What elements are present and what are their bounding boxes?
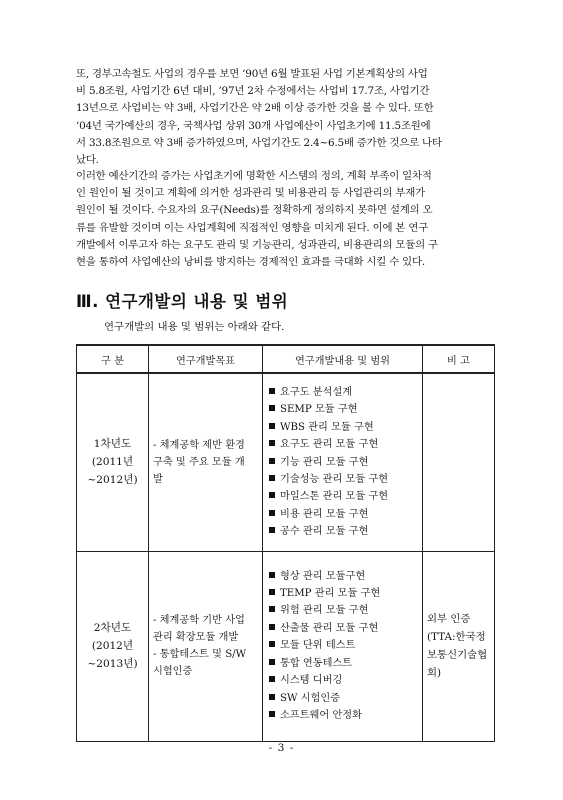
text-line: ‘04년 국가예산의 경우, 국책사업 상위 30개 사업예산이 사업초기에 11.5조원에: [76, 119, 431, 132]
remarks-line: (TTA:한국정: [427, 631, 486, 643]
header-remarks: 비 고: [423, 345, 495, 373]
item-text: SEMP 모듈 구현: [280, 404, 358, 416]
list-item: [269, 568, 422, 585]
list-item: [269, 506, 422, 523]
rnd-scope-table: [76, 344, 495, 742]
list-item: [269, 690, 422, 707]
section-heading: Ⅲ. 연구개발의 내용 및 범위: [76, 292, 289, 311]
text-line: 인 원인이 될 것이고 계획에 의거한 성과관리 및 비용관리 등 사업관리의 부재가: [76, 187, 425, 200]
square-bullet-icon: [269, 606, 275, 612]
item-text: WBS 관리 모듈 구현: [280, 421, 374, 433]
list-item: [269, 436, 422, 453]
item-text: 요구도 분석설계: [280, 386, 353, 398]
square-bullet-icon: [269, 589, 275, 595]
text-line: 류를 유발할 것이며 이는 사업계획에 직접적인 영향을 미치게 된다. 이에 본 연구: [76, 221, 429, 234]
goal-line: 구축 및 주요 모듈 개: [153, 456, 245, 468]
table-header-row: [77, 345, 495, 373]
list-item: [269, 620, 422, 637]
square-bullet-icon: [269, 423, 275, 429]
list-item: [269, 384, 422, 401]
remarks-line: 회): [427, 667, 442, 679]
period-start: (2012년: [91, 640, 134, 652]
list-item: [269, 488, 422, 505]
remarks-line: 외부 인증: [427, 613, 471, 625]
goal-line: - 체계공학 기반 사업: [153, 615, 245, 626]
text-line: 13년으로 사업비는 약 3배, 사업기간은 약 2배 이상 증가한 것을 볼 수 있다. 또한: [76, 102, 434, 115]
remarks-cell: [423, 373, 495, 551]
table-row: [77, 551, 495, 741]
item-text: 소프트웨어 안정화: [280, 709, 362, 721]
square-bullet-icon: [269, 694, 275, 700]
period-label: 2차년도: [93, 622, 132, 634]
period-end: ~2013년): [87, 658, 138, 670]
item-text: 시스템 디버깅: [280, 675, 343, 687]
item-text: 요구도 관리 모듈 구현: [280, 439, 379, 451]
goal-line: 관리 확장모듈 개발: [153, 632, 239, 643]
list-item: [269, 401, 422, 418]
text-line: 개발에서 이루고자 하는 요구도 관리 및 기능관리, 성과관리, 비용관리의 모듈의 구: [76, 238, 438, 251]
list-item: [269, 637, 422, 654]
item-text: SW 시험인증: [280, 692, 341, 704]
list-item: [269, 454, 422, 471]
item-text: 마일스톤 관리 모듈 구현: [280, 491, 389, 503]
list-item: [269, 523, 422, 540]
square-bullet-icon: [269, 641, 275, 647]
content-list: [263, 384, 422, 541]
text-line: 이러한 예산기간의 증가는 사업초기에 명확한 시스템의 정의, 계획 부족이 일차적: [76, 170, 432, 182]
content-cell: [263, 551, 423, 741]
header-division: 구 분: [77, 345, 149, 373]
item-text: TEMP 관리 모듈 구현: [280, 588, 381, 600]
period-cell: [77, 373, 149, 551]
table-row: [77, 373, 495, 551]
list-item: [269, 471, 422, 488]
square-bullet-icon: [269, 659, 275, 665]
period-cell: [77, 551, 149, 741]
paragraph-budget-increase: [76, 66, 496, 169]
section-intro: 연구개발의 내용 및 범위는 아래와 같다.: [104, 321, 285, 333]
content-cell: [263, 373, 423, 551]
goal-line: 발: [153, 473, 163, 485]
content-list: [263, 568, 422, 725]
item-text: 기술성능 관리 모듈 구현: [280, 473, 389, 485]
list-item: [269, 672, 422, 689]
goal-line: 시험인증: [153, 666, 193, 677]
list-item: [269, 585, 422, 602]
text-line: 서 33.8조원으로 약 3배 증가하였으며, 사업기간도 2.4~6.5배 증가한 것으로 나타: [76, 136, 442, 149]
square-bullet-icon: [269, 711, 275, 717]
list-item: [269, 419, 422, 436]
period-start: (2011년: [91, 456, 134, 469]
remarks-line: 보통신기술협: [427, 649, 488, 661]
period-end: ~2012년): [87, 474, 138, 487]
square-bullet-icon: [269, 572, 275, 578]
text-line: 또, 경부고속철도 사업의 경우를 보면 ‘90년 6월 발표된 사업 기본계획상의 사업: [76, 68, 428, 80]
item-text: 모듈 단위 테스트: [280, 640, 356, 652]
header-content: 연구개발내용 및 범위: [263, 345, 423, 373]
goal-cell: [149, 373, 263, 551]
item-text: 기능 관리 모듈 구현: [280, 456, 369, 468]
square-bullet-icon: [269, 624, 275, 630]
text-line: 비 5.8조원, 사업기간 6년 대비, ’97년 2차 수정에서는 사업비 17.7조, 사업기간: [76, 85, 430, 98]
list-item: [269, 602, 422, 619]
list-item: [269, 655, 422, 672]
paragraph-cause-analysis: [76, 168, 496, 271]
goal-line: - 통합테스트 및 S/W: [153, 649, 247, 660]
item-text: 산출물 관리 모듈 구현: [280, 622, 379, 634]
square-bullet-icon: [269, 527, 275, 533]
remarks-cell: [423, 551, 495, 741]
item-text: 비용 관리 모듈 구현: [280, 508, 369, 520]
page-number: - 3 -: [268, 742, 295, 754]
square-bullet-icon: [269, 492, 275, 498]
period-label: 1차년도: [93, 438, 132, 451]
text-line: 원인이 될 것이다. 수요자의 요구(Needs)를 정확하게 정의하지 못하면 설계의 오: [76, 204, 433, 217]
item-text: 위험 관리 모듈 구현: [280, 605, 369, 617]
goal-line: - 체계공학 제반 환경: [153, 439, 245, 451]
square-bullet-icon: [269, 458, 275, 464]
goal-cell: [149, 551, 263, 741]
item-text: 공수 관리 모듈 구현: [280, 526, 369, 538]
square-bullet-icon: [269, 405, 275, 411]
item-text: 형상 관리 모듈구현: [280, 570, 366, 582]
square-bullet-icon: [269, 475, 275, 481]
square-bullet-icon: [269, 388, 275, 394]
text-line: 현을 통하여 사업예산의 낭비를 방지하는 경제적인 효과를 극대화 시킬 수 있다.: [76, 256, 425, 269]
square-bullet-icon: [269, 440, 275, 446]
item-text: 통합 연동테스트: [280, 657, 353, 669]
square-bullet-icon: [269, 510, 275, 516]
text-line: 났다.: [76, 154, 99, 167]
square-bullet-icon: [269, 676, 275, 682]
list-item: [269, 707, 422, 724]
header-goal: 연구개발목표: [149, 345, 263, 373]
